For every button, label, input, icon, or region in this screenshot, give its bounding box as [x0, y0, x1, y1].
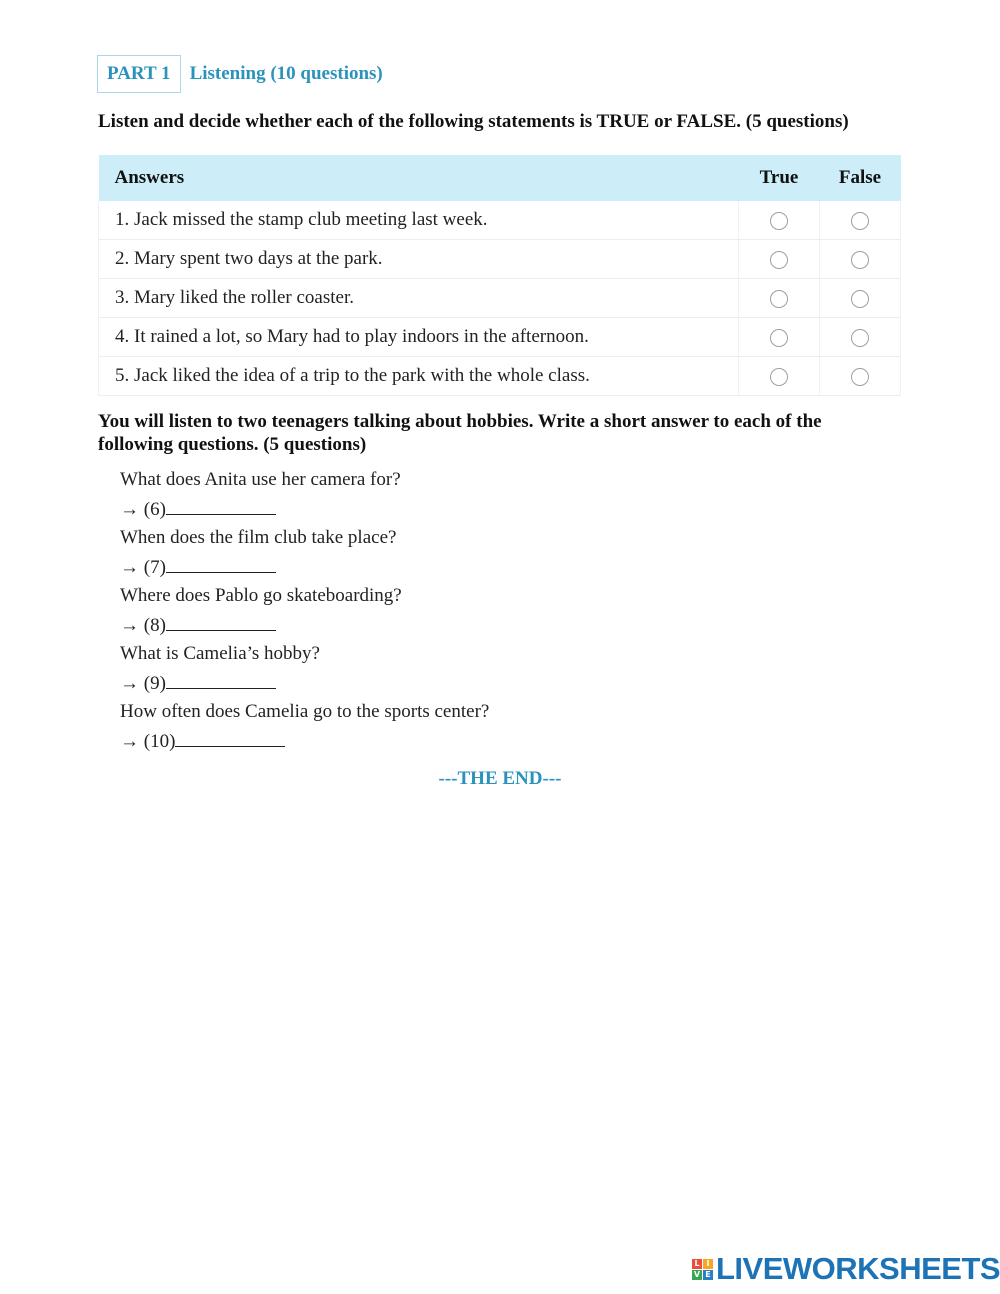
radio-cell-true-3 [739, 279, 820, 318]
logo-mark-icon [692, 1259, 713, 1280]
logo-mark-l: L [692, 1259, 702, 1269]
answer-blank-10[interactable] [175, 726, 285, 747]
table-row [99, 240, 901, 279]
question-6: What does Anita use her camera for? [120, 469, 401, 490]
question-7: When does the film club take place? [120, 527, 397, 548]
radio-false-2[interactable] [851, 251, 869, 269]
radio-cell-false-4 [820, 318, 901, 357]
answer-line-7 [120, 552, 489, 581]
radio-cell-false-5 [820, 357, 901, 396]
statement-3: 3. Mary liked the roller coaster. [99, 279, 739, 318]
logo-mark-i: I [703, 1259, 713, 1269]
part-title: Listening (10 questions) [189, 63, 383, 84]
statement-4: 4. It rained a lot, so Mary had to play indoors in the afternoon. [99, 318, 739, 357]
table-row [99, 318, 901, 357]
part-label: PART 1 [97, 55, 181, 93]
question-10: How often does Camelia go to the sports center? [120, 701, 490, 722]
radio-cell-true-1 [739, 201, 820, 240]
answer-line-8 [120, 610, 489, 639]
statement-1: 1. Jack missed the stamp club meeting last week. [99, 201, 739, 240]
radio-true-2[interactable] [770, 251, 788, 269]
table-row [99, 357, 901, 396]
answer-blank-6[interactable] [166, 494, 276, 515]
answer-blank-9[interactable] [166, 668, 276, 689]
table-header-row [99, 155, 901, 201]
radio-true-5[interactable] [770, 368, 788, 386]
radio-true-1[interactable] [770, 212, 788, 230]
liveworksheets-logo[interactable] [692, 1253, 1000, 1285]
short-answer-questions [120, 465, 489, 755]
part-header [97, 55, 383, 93]
table-row [99, 279, 901, 318]
radio-true-3[interactable] [770, 290, 788, 308]
question-9: What is Camelia’s hobby? [120, 643, 320, 664]
answer-prefix-8: → (8) [120, 615, 166, 636]
statement-2: 2. Mary spent two days at the park. [99, 240, 739, 279]
radio-false-1[interactable] [851, 212, 869, 230]
answer-blank-8[interactable] [166, 610, 276, 631]
radio-cell-false-2 [820, 240, 901, 279]
answer-line-9 [120, 668, 489, 697]
true-false-instruction: Listen and decide whether each of the following statements is TRUE or FALSE. (5 questions) [98, 111, 849, 132]
answer-prefix-7: → (7) [120, 557, 166, 578]
question-8: Where does Pablo go skateboarding? [120, 585, 402, 606]
radio-cell-true-4 [739, 318, 820, 357]
radio-false-5[interactable] [851, 368, 869, 386]
table-row [99, 201, 901, 240]
answer-prefix-6: → (6) [120, 499, 166, 520]
radio-true-4[interactable] [770, 329, 788, 347]
radio-cell-true-2 [739, 240, 820, 279]
header-false: False [820, 155, 901, 201]
logo-text: LIVEWORKSHEETS [716, 1251, 1000, 1286]
radio-false-4[interactable] [851, 329, 869, 347]
short-answer-instruction: You will listen to two teenagers talking about hobbies. Write a short answer to each of the following questions. (5 questions) [98, 411, 822, 455]
radio-cell-true-5 [739, 357, 820, 396]
logo-mark-e: E [703, 1270, 713, 1280]
header-true: True [739, 155, 820, 201]
logo-mark-v: V [693, 1270, 701, 1279]
answer-blank-7[interactable] [166, 552, 276, 573]
answer-prefix-10: → (10) [120, 731, 176, 752]
answer-line-10 [120, 726, 489, 755]
true-false-table [98, 155, 901, 396]
radio-cell-false-3 [820, 279, 901, 318]
radio-false-3[interactable] [851, 290, 869, 308]
the-end-text: ---THE END--- [438, 768, 562, 789]
header-answers: Answers [99, 155, 739, 201]
answer-prefix-9: → (9) [120, 673, 166, 694]
statement-5: 5. Jack liked the idea of a trip to the park with the whole class. [99, 357, 739, 396]
radio-cell-false-1 [820, 201, 901, 240]
answer-line-6 [120, 494, 489, 523]
